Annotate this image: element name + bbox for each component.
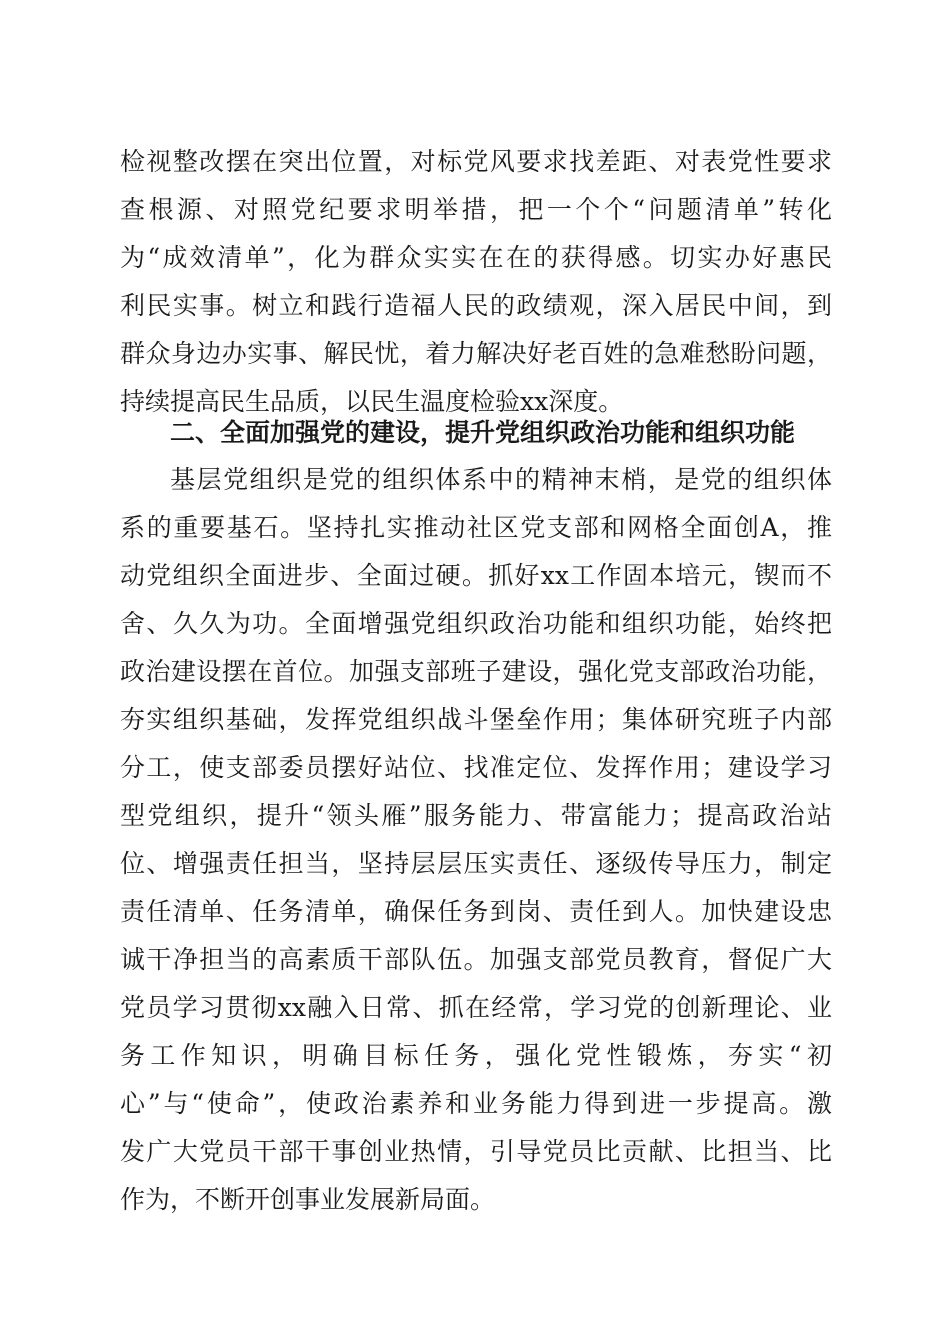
paragraph-1-line-5: 群众身边办实事、解民忧，着力解决好老百姓的急难愁盼问题， [120,339,832,368]
paragraph-2-line-15: 发广大党员干部干事创业热情，引导党员比贡献、比担当、比 [120,1137,832,1166]
paragraph-1-line-2: 查根源、对照党纪要求明举措，把一个个“问题清单”转化 [120,195,832,224]
paragraph-2-line-7: 分工，使支部委员摆好站位、找准定位、发挥作用；建设学习 [120,753,832,782]
paragraph-2-line-9: 位、增强责任担当，坚持层层压实责任、逐级传导压力，制定 [120,849,832,878]
paragraph-2-line-4: 舍、久久为功。全面增强党组织政治功能和组织功能，始终把 [120,609,832,638]
paragraph-1-line-4: 利民实事。树立和践行造福人民的政绩观，深入居民中间，到 [120,291,832,320]
paragraph-2-line-14: 心”与“使命”，使政治素养和业务能力得到进一步提高。激 [120,1089,832,1118]
paragraph-2-line-8: 型党组织，提升“领头雁”服务能力、带富能力；提高政治站 [120,801,832,830]
paragraph-2-line-1: 基层党组织是党的组织体系中的精神末梢，是党的组织体 [170,465,832,494]
paragraph-2-line-6: 夯实组织基础，发挥党组织战斗堡垒作用；集体研究班子内部 [120,705,832,734]
paragraph-2-line-3: 动党组织全面进步、全面过硬。抓好xx工作固本培元，锲而不 [120,561,832,590]
paragraph-2-line-5: 政治建设摆在首位。加强支部班子建设，强化党支部政治功能， [120,657,832,686]
paragraph-1-line-3: 为“成效清单”，化为群众实实在在的获得感。切实办好惠民 [120,243,832,272]
paragraph-1-line-6: 持续提高民生品质，以民生温度检验xx深度。 [120,387,624,416]
paragraph-2-line-2: 系的重要基石。坚持扎实推动社区党支部和网格全面创A，推 [120,513,832,542]
paragraph-2-line-13: 务工作知识，明确目标任务，强化党性锻炼，夯实“初 [120,1041,832,1070]
paragraph-2-line-12: 党员学习贯彻xx融入日常、抓在经常，学习党的创新理论、业 [120,993,832,1022]
paragraph-2-line-16: 作为，不断开创事业发展新局面。 [120,1185,496,1214]
paragraph-1-line-1: 检视整改摆在突出位置，对标党风要求找差距、对表党性要求 [120,147,832,176]
paragraph-2-line-11: 诚干净担当的高素质干部队伍。加强支部党员教育，督促广大 [120,945,832,974]
paragraph-2-line-10: 责任清单、任务清单，确保任务到岗、责任到人。加快建设忠 [120,897,832,926]
section-heading: 二、全面加强党的建设，提升党组织政治功能和组织功能 [170,418,796,447]
